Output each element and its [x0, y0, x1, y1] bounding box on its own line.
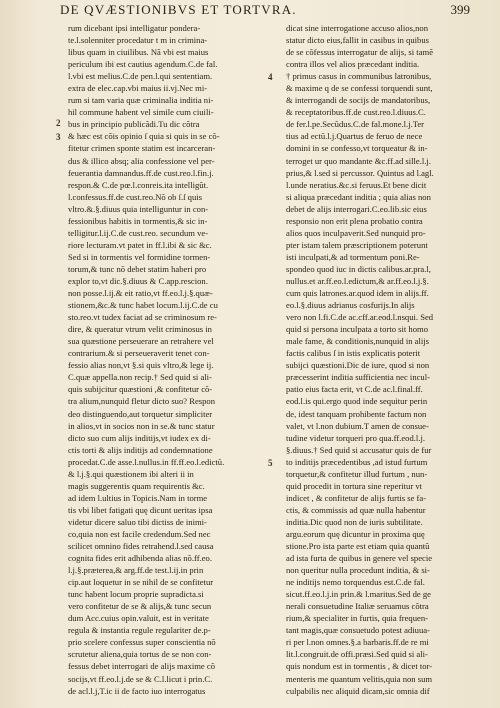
text-line: contra illos vel alios præcedant inditia.: [286, 59, 420, 70]
text-line: stione.Pro ista parte est etiam quia quantũ: [286, 541, 430, 552]
text-line: præcesserint inditia sufficientia nec incul-: [286, 372, 430, 383]
margin-marker: 4: [268, 72, 273, 82]
text-line: fessio alias non,vt §.si quis vltro,& lege ij.: [68, 360, 214, 371]
text-line: prius,& l.sed si percussor. Quintus ad l.agl.: [286, 167, 434, 178]
text-line: sua quæstione perseuerare an retrahere vel: [68, 336, 214, 347]
text-line: ctis torti & alijs inditijs ad condemnatione: [68, 444, 213, 455]
text-line: procedat.C.de asse.l.nullus.in ff.ff.eo.l.edictũ.: [68, 456, 225, 467]
text-line: ne inditijs nemo torquendus est.C.de fal.: [286, 577, 425, 588]
text-line: culpabilis nec aliquid dicam,sic omnia dif: [286, 685, 430, 696]
text-line: eo.l.§.diuus adrianus cosfurijs.In alijs: [286, 300, 415, 311]
text-line: feuerantia damnandus.ff.de cust.reo.l.fin.j.: [68, 167, 214, 178]
text-line: fessus debet interrogari de alijs maxime cõ: [68, 661, 216, 672]
text-line: vero confitetur de se & alijs,& tunc secun: [68, 601, 212, 612]
text-line: domini in se confesso,vt torqueatur & in-: [286, 143, 428, 154]
text-line: vero non l.fi.C.de ac.cff.ar.eod.l.nsqui. Sed: [286, 312, 434, 323]
running-head: DE QVÆSTIONIBVS ET TORTVRA.: [60, 2, 297, 17]
text-line: debet de alijs interrogari.C.eo.lib.sic eius: [286, 203, 427, 214]
text-line: alios quos inculpaverit.Sed nunquid pro-: [286, 227, 426, 238]
text-line: videtur dicere saluo tibi dictiss de inimi-: [68, 516, 207, 527]
text-line: † primus casus in communibus latronibus,: [286, 71, 432, 82]
text-line: §.diuus.† Sed quid si accusatur quis de fur: [286, 444, 432, 455]
text-line: extra de elec.cap.vbi maius ii.vj.Nec mi-: [68, 83, 208, 94]
text-line: de, idest tanquam prohibente factum non: [286, 408, 427, 419]
text-line: co,quia non est facile credendum.Sed nec: [68, 528, 211, 539]
text-line: nerali consuetudine Italiæ seruamus cõtra: [286, 601, 429, 612]
text-line: tius ad ectũ.l.j.Quartus de feruo de nece: [286, 131, 423, 142]
text-line: hil commune habent vel simile cum ciuili-: [68, 107, 214, 118]
text-line: dicto suo cum alijs inditijs,vt iudex ex di-: [68, 432, 211, 443]
text-line: quid si persona inculpata a torto sit homo: [286, 324, 429, 335]
text-line: cip.aut loquetur in se nihil de se confitetur: [68, 577, 214, 588]
text-line: cognita fides erit adhibenda alias nõ.ff.eo.: [68, 553, 212, 564]
text-line: dus & illico absq; alia confessione vel per-: [68, 155, 215, 166]
text-line: rum si tam varia quæ criminalia inditia ni-: [68, 95, 214, 106]
text-line: ad ista furta de quibus in genere vel specie: [286, 553, 433, 564]
text-line: factis calibus ſ in istis explicatis poterit: [286, 348, 421, 359]
text-line: indicet , & confitetur de alijs furtis se fa-: [286, 492, 427, 503]
text-line: menteris me quantum velitis,quia non sum: [286, 673, 433, 684]
text-line: sicut.ff.eo.l.j.in prin.& l.maritus.Sed de ge: [286, 589, 431, 600]
text-line: Sed si in tormentis vel formidine tormen-: [68, 251, 211, 262]
text-line: de acl.l.j,T.ic ii de facto iuo interrogatus: [68, 685, 206, 696]
text-line: statur dicto eius,fallit in casibus in quibus: [286, 35, 429, 46]
margin-marker: 5: [268, 458, 273, 468]
text-line: C.quæ appella.non recip.† Sed quid si ali-: [68, 372, 212, 383]
text-line: l.vbi est melius.C.de pen.l.qui sententiam.: [68, 71, 213, 82]
text-line: spondeo quod iuc in dictis calibus.ar.pra.l,: [286, 263, 431, 274]
text-line: rium,& specialiter in furtis, quia frequen-: [286, 613, 428, 624]
text-line: cum quis latrones.ar.quod idem in alijs.ff.: [286, 288, 429, 299]
text-line: & interrogandi de socijs de mandatoribus,: [286, 95, 431, 106]
text-line: valet, vt l.non dubium.T amen de consue-: [286, 420, 429, 431]
text-line: contrarium.& si perseueraverit tenet con-: [68, 348, 210, 359]
page-header: [60, 2, 470, 22]
text-line: isti inculpati,& ad tormentum poni.Re-: [286, 251, 420, 262]
text-line: non queritur nulla procedunt inditia, & si-: [286, 565, 430, 576]
text-line: quis subijcitur quæstioni ,& confitetur cõ-: [68, 384, 213, 395]
text-line: scilicet omnino fides retrahend.l.sed causa: [68, 541, 214, 552]
text-line: l.unde neratius.&c.si feruus.Et bene dicit: [286, 179, 427, 190]
text-line: telligitur.l.ij.C.de cust.reo. secundum ve-: [68, 227, 209, 238]
text-line: vltro.&.§.diuus quia intelliguntur in con-: [68, 203, 209, 214]
text-line: riore lecturam.vt patet in ff.l.ibi & sic &c.: [68, 239, 212, 250]
text-line: ad idem l.ultius in Topicis.Nam in torme: [68, 492, 208, 503]
text-line: dicat sine interrogatione accuso alios,non: [286, 23, 428, 33]
text-line: patio eius facta erit, vt C.de ac.l.final.ff.: [286, 384, 423, 395]
text-line: terroget ur quo mandante &c.ff.ad sille.l.j.: [286, 155, 431, 166]
text-line: subijci quæstioni.Dic de iure, quod si non: [286, 360, 430, 371]
text-line: ctis, & commissis ad quæ nulla habentur: [286, 504, 426, 515]
text-line: non posse.l.ij.& eit ratio,vt ff.eo.l.j.§.quæ-: [68, 288, 213, 299]
text-line: magis suggerentis quam requirentis &c.: [68, 480, 205, 491]
text-line: de fer.l.pe.Secũdus.C.de fal.mone.l.j.Ter: [286, 119, 425, 130]
text-line: l.confessus.ff.de cust.reo.Nõ ob ſ.ſ quis: [68, 191, 202, 202]
text-line: deo distinguendo,aut torquetur simpliciter: [68, 408, 213, 419]
text-line: & maxime q de se confessi torquendi sunt,: [286, 83, 433, 94]
text-line: si aliqua præcedant inditia ; quia alias non: [286, 191, 431, 202]
text-line: tant magis,quæ consuetudo potest adiuua-: [286, 625, 430, 636]
text-line: ri per l.non omnes.§.a barbaris.ff.de re mi: [286, 637, 429, 648]
text-line: dum Acc.cuius opin.valuit, est in veritate: [68, 613, 209, 624]
text-line: to inditijs præcedentibus ,ad istud furtum: [286, 456, 428, 467]
right-column: [286, 22, 478, 697]
left-column: [68, 22, 260, 697]
text-line: rum dicebant ipsi intelligatur pondera-: [68, 23, 201, 33]
text-line: inditia.Dic quod non de iuris subtilitate.: [286, 516, 423, 527]
text-line: torquetur,& confitetur illud furtum , nun-: [286, 468, 428, 479]
text-line: bus in principio publicãdi.Tu dic cõtra: [68, 119, 200, 130]
text-line: responsio non erit plena probatio contra: [286, 215, 423, 226]
text-line: explor to,vt dic.§.diuus & C.app.rescion.: [68, 275, 208, 286]
text-line: respon.& C.de pœ.l.conreis.ita intelligũt.: [68, 179, 209, 190]
text-line: fitetur crimen sponte statim est incarceran-: [68, 143, 216, 154]
text-line: socijs,vt ff.eo.l.j.de se & C.l.licut i prin.C.: [68, 673, 213, 684]
text-line: nullus.et ar.ff.eo.l.edictum,& ar.ff.eo.l.j.§.: [286, 275, 429, 286]
text-line: periculum ibi est cautius agendum.C.de fal.: [68, 59, 218, 70]
text-line: tunc habent locum proprie supradicta.si: [68, 589, 204, 600]
text-line: prio scelere confessus super conscientia nõ: [68, 637, 216, 648]
text-line: sto.reo.vt tudex faciat ad se criminosum re-: [68, 312, 217, 323]
margin-marker: 2: [56, 118, 61, 128]
text-line: & l.j.§.qui quæstionem ibi alteri ii in: [68, 468, 194, 479]
text-line: scrutetur aliena,quia tortus de se non con-: [68, 649, 212, 660]
text-line: pter istam talem præscriptionem poterunt: [286, 239, 428, 250]
text-line: dire, & queratur vtrum velit criminosus in: [68, 324, 212, 335]
text-line: in alios,vt in socios non in se.& tunc statur: [68, 420, 215, 431]
text-line: eod.l.is qui.ergo quod inde sequitur perin: [286, 396, 428, 407]
text-line: & hæc est cõis opinio ſ quia si quis in se cõ-: [68, 131, 220, 142]
text-line: argu.eorum quę dicuntur in proxima quę: [286, 528, 425, 539]
text-line: quid procedit in tortura sine reperitur vt: [286, 480, 423, 491]
text-line: tra alium,nunquid fletur dicto suo? Respon: [68, 396, 216, 407]
text-line: quis nondum est in tormentis , & dicet tor-: [286, 661, 433, 672]
text-line: lit.l.congruit.de offi.præsi.Sed quid si ali-: [286, 649, 428, 660]
text-line: de se cõfessus interrogatur de alijs, si tamẽ: [286, 47, 434, 58]
text-line: stionem,&c.& tunc habet locum.l.ij.C.de cu: [68, 300, 218, 311]
text-line: libus quam in ciuilibus. Nã vbi est maius: [68, 47, 209, 58]
text-line: & receptatoribus.ff.de cust.reo.l.diuus.C.: [286, 107, 426, 118]
text-line: fessionibus habitis in tormentis,& sic in-: [68, 215, 208, 226]
text-line: tis vbi libet fatigati quę dicunt ueritas ipsa: [68, 504, 213, 515]
text-line: male fame, & conditionis,nunquid in alijs: [286, 336, 429, 347]
text-line: regula & instantia regule regulariter de.p-: [68, 625, 211, 636]
page-number: 399: [450, 2, 470, 17]
margin-marker: 3: [56, 132, 61, 142]
text-line: te.l.solenniter procedatur t m in crimina-: [68, 35, 208, 46]
text-line: tudine videtur torqueri pro qua.ff.eod.l.j.: [286, 432, 425, 443]
text-line: l.j.§.præterea,& arg.ff.de test.l.ij.in prin: [68, 565, 204, 576]
text-line: torum,& tunc nõ debet statim haberi pro: [68, 263, 207, 274]
